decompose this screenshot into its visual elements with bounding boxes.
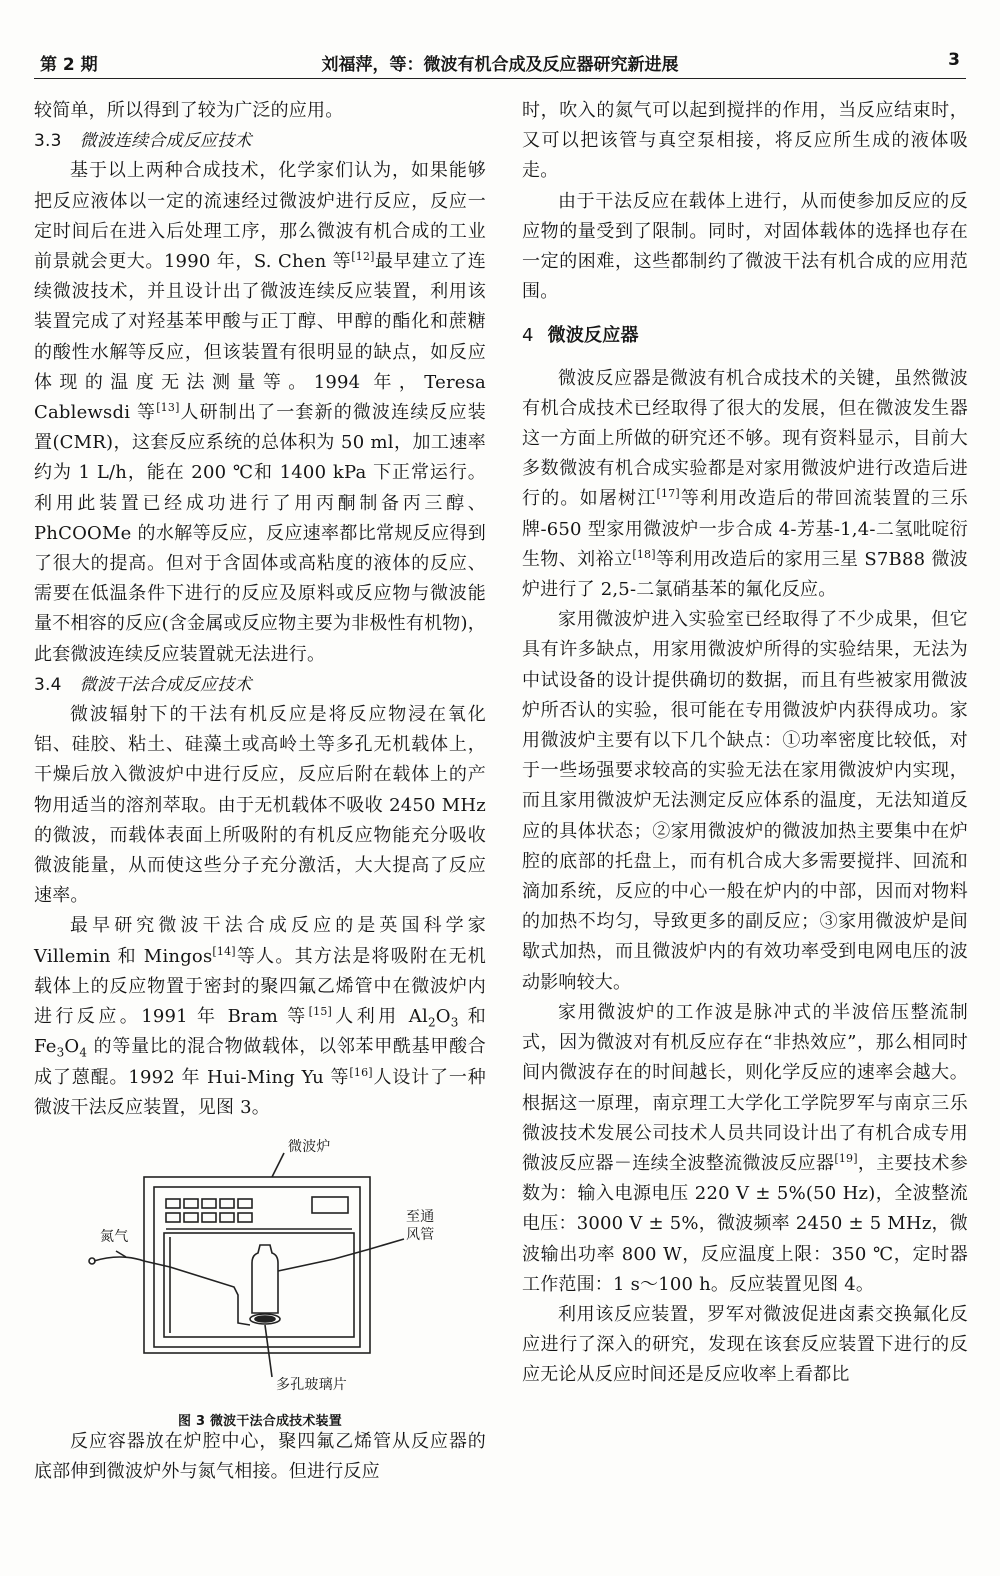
text-run: O [64,1036,80,1058]
citation: [14] [212,944,236,958]
paragraph [34,911,486,1122]
subsection-heading-3-4 [34,670,486,700]
text-run: 基于以上两种合成技术，化学家们认为，如果能够把反应液体以一定的流速经过微波炉进行反应，反应一定时间后在进入后处理工序，那么微波有机合成的工业前景就会更大。1990 年，S. Chen 等 [34,160,486,273]
paragraph [522,998,968,1300]
citation: [19] [834,1151,858,1165]
paragraph: 家用微波炉进入实验室已经取得了不少成果，但它具有许多缺点，用家用微波炉所得的实验结果，无法为中试设备的设计提供确切的数据，而且有些被家用微波炉所否认的实验，很可能在专用微波炉内获得成功。家用微波炉主要有以下几个缺点：①功率密度比较低，对于一些场强要求较高的实验无法在家用微波炉内实现，而且家用微波炉无法测定反应体系的温度，无法知道反应的具体状态；②家用微波炉的微波加热主要集中在炉腔的底部的托盘上，而有机合成大多需要搅拌、回流和滴加系统，反应的中心一般在炉内的中部，因而对物料的加热不均匀，导致更多的副反应；③家用微波炉是间歇式加热，而且微波炉内的有效功率受到电网电压的波动影响较大。 [522,609,968,993]
page-header [34,48,966,79]
vent-tube [278,1239,404,1271]
journal-issue: 第 2 期 [40,55,98,75]
citation: [12] [351,250,375,264]
label-vent-line2: 风管 [406,1226,435,1243]
text-run: 微波反应器是微波有机合成技术的关键，虽然微波有机合成技术已经取得了很大的发展，但在微波发生器这一方面上所做的研究还不够。现有资料显示，目前大多数微波有机合成实验都是对家用微波炉进行改造后进行的。如屠树江 [522,367,968,510]
microwave-dry-apparatus-diagram [34,1137,486,1399]
leader-line [265,1325,272,1377]
paragraph: 微波辐射下的干法有机反应是将反应物浸在氧化铝、硅胶、粘土、硅藻土或高岭土等多孔无机载体上，干燥后放入微波炉中进行反应，反应后附在载体上的产物用适当的溶剂萃取。由于无机载体不吸收 2450 MHz 的微波，而载体表面上所吸附的有机反应物能充分吸收微波能量，从而使这些分子充分激活，大大提高了反应速率。 [34,704,486,907]
section-number: 4 [522,325,534,347]
citation: [17] [656,487,680,501]
text-run: 人利用 Al [332,1006,428,1028]
left-column [34,96,486,1487]
paragraph: 较简单，所以得到了较为广泛的应用。 [34,100,344,121]
leader-line [272,1153,284,1177]
control-button [238,1199,252,1208]
porous-glass-plate-fill [255,1316,275,1322]
text-run: 等利用改造后的带回流装置的三乐牌-650 型家用微波炉一步合成 4-芳基-1,4-二氢吡啶衍生物、刘裕立 [522,488,968,570]
control-button [184,1199,198,1208]
subsection-number: 3.3 [34,131,62,152]
control-button [166,1213,180,1222]
subsection-title: 微波连续合成反应技术 [79,131,252,152]
text-run: 人研制出了一套新的微波连续反应装置(CMR)，这套反应系统的总体积为 50 ml，加工速率约为 1 L/h，能在 200 ℃和 1400 kPa 下正常运行。利用此装置已经成功进行了用丙酮制备丙三醇、PhCOOMe 的水解等反应，反应速率都比常规反应得到了很大的提高。但对于含固体或高粘度的液体的反应、需要在低温条件下进行的反应及原料或反应物与微波能量不相容的反应(含金属或反应物主要为非极性有机物)，此套微波连续反应装置就无法进行。 [34,402,486,665]
text-run: 家用微波炉的工作波是脉冲式的半波倍压整流制式，因为微波对有机反应存在“非热效应”，那么相同时间内微波存在的时间越长，则化学反应的速率会越大。根据这一原理，南京理工大学化工学院罗军与南京三乐微波技术发展公司技术人员共同设计出了有机合成专用微波反应器－连续全波整流微波反应器 [522,1001,968,1174]
text-run: 等利用改造后的家用三星 S7B88 微波炉进行了 2,5-二氯硝基苯的氟化反应。 [522,548,968,601]
citation: [16] [349,1065,373,1079]
citation: [15] [308,1005,333,1019]
page-number: 3 [948,50,960,70]
subsection-number: 3.4 [34,674,62,695]
control-button [184,1213,198,1222]
label-nitrogen: 氮气 [100,1228,129,1245]
control-button [166,1199,180,1208]
paragraph: 反应容器放在炉腔中心，聚四氟乙烯管从反应器的底部伸到微波炉外与氮气相接。但进行反应 [34,1430,486,1483]
paragraph [34,156,486,669]
subsection-title: 微波干法合成反应技术 [79,674,252,695]
text-run: 人设计了一种微波干法反应装置，见图 3。 [34,1066,486,1118]
text-run: 等人。其方法是将吸附在无机载体上的反应物置于密封的聚四氟乙烯管中在微波炉内进行反应。1991 年 Bram 等 [34,945,486,1028]
display-panel [312,1197,348,1213]
label-porous-glass: 多孔玻璃片 [276,1376,347,1393]
subsection-heading-3-3 [34,126,486,156]
paragraph: 时，吹入的氮气可以起到搅拌的作用，当反应结束时，又可以把该管与真空泵相接，将反应所生成的液体吸走。 [522,100,968,182]
control-button [220,1213,234,1222]
subscript: 2 [427,1015,436,1030]
text-run: 最早建立了连续微波技术，并且设计出了微波连续反应装置，利用该装置完成了对羟基苯甲酸与正丁醇、甲醇的酯化和蔗糖的酸性水解等反应，但该装置有很明显的缺点，如反应体现的温度无法测量等。1994 年，Teresa Cablewsdi 等 [34,251,486,424]
paragraph [522,364,968,606]
figure-3-apparatus [34,1137,486,1427]
section-title: 微波反应器 [547,325,639,347]
nitrogen-tube [94,1257,250,1325]
paragraph: 由于干法反应在载体上进行，从而使参加反应的反应物的量受到了限制。同时，对固体载体的选择也存在一定的困难，这些都制约了微波干法有机合成的应用范围。 [522,190,968,303]
text-run: 最早研究微波干法合成反应的是英国科学家 Villemin 和 Mingos [34,915,486,967]
subscript: 4 [79,1045,88,1060]
text-run: ，主要技术参数为：输入电源电压 220 V ± 5%(50 Hz)，全波整流电压：3000 V ± 5%，微波频率 2450 ± 5 MHz，微波输出功率 800 W，反应温度上限：350 ℃，定时器工作范围：1 s～100 h。反应装置见图 4。 [522,1152,968,1295]
text-run: O [435,1006,451,1028]
citation: [18] [632,547,656,561]
control-button [202,1199,216,1208]
label-oven: 微波炉 [288,1138,331,1155]
label-vent-line1: 至通 [406,1208,435,1225]
leader-line [116,1251,126,1257]
control-button [202,1213,216,1222]
citation: [13] [156,401,180,415]
reaction-vessel [252,1245,278,1313]
subscript: 3 [450,1015,459,1030]
running-title: 刘福萍，等：微波有机合成及反应器研究新进展 [321,55,679,75]
oven-body [144,1177,370,1353]
figure-caption: 图 3 微波干法合成技术装置 [178,1413,342,1429]
subscript: 3 [56,1045,65,1060]
text-run: 的等量比的混合物做载体，以邻苯甲酰基甲酸合成了蒽醌。1992 年 Hui-Ming Yu 等 [34,1036,486,1088]
section-heading-4 [522,321,968,351]
text-run: 和 Fe [34,1006,486,1058]
right-column [522,96,968,1391]
paragraph: 利用该反应装置，罗军对微波促进卤素交换氟化反应进行了深入的研究，发现在该套反应装置下进行的反应无论从反应时间还是反应收率上看都比 [522,1303,968,1386]
control-button [238,1213,252,1222]
control-button [220,1199,234,1208]
